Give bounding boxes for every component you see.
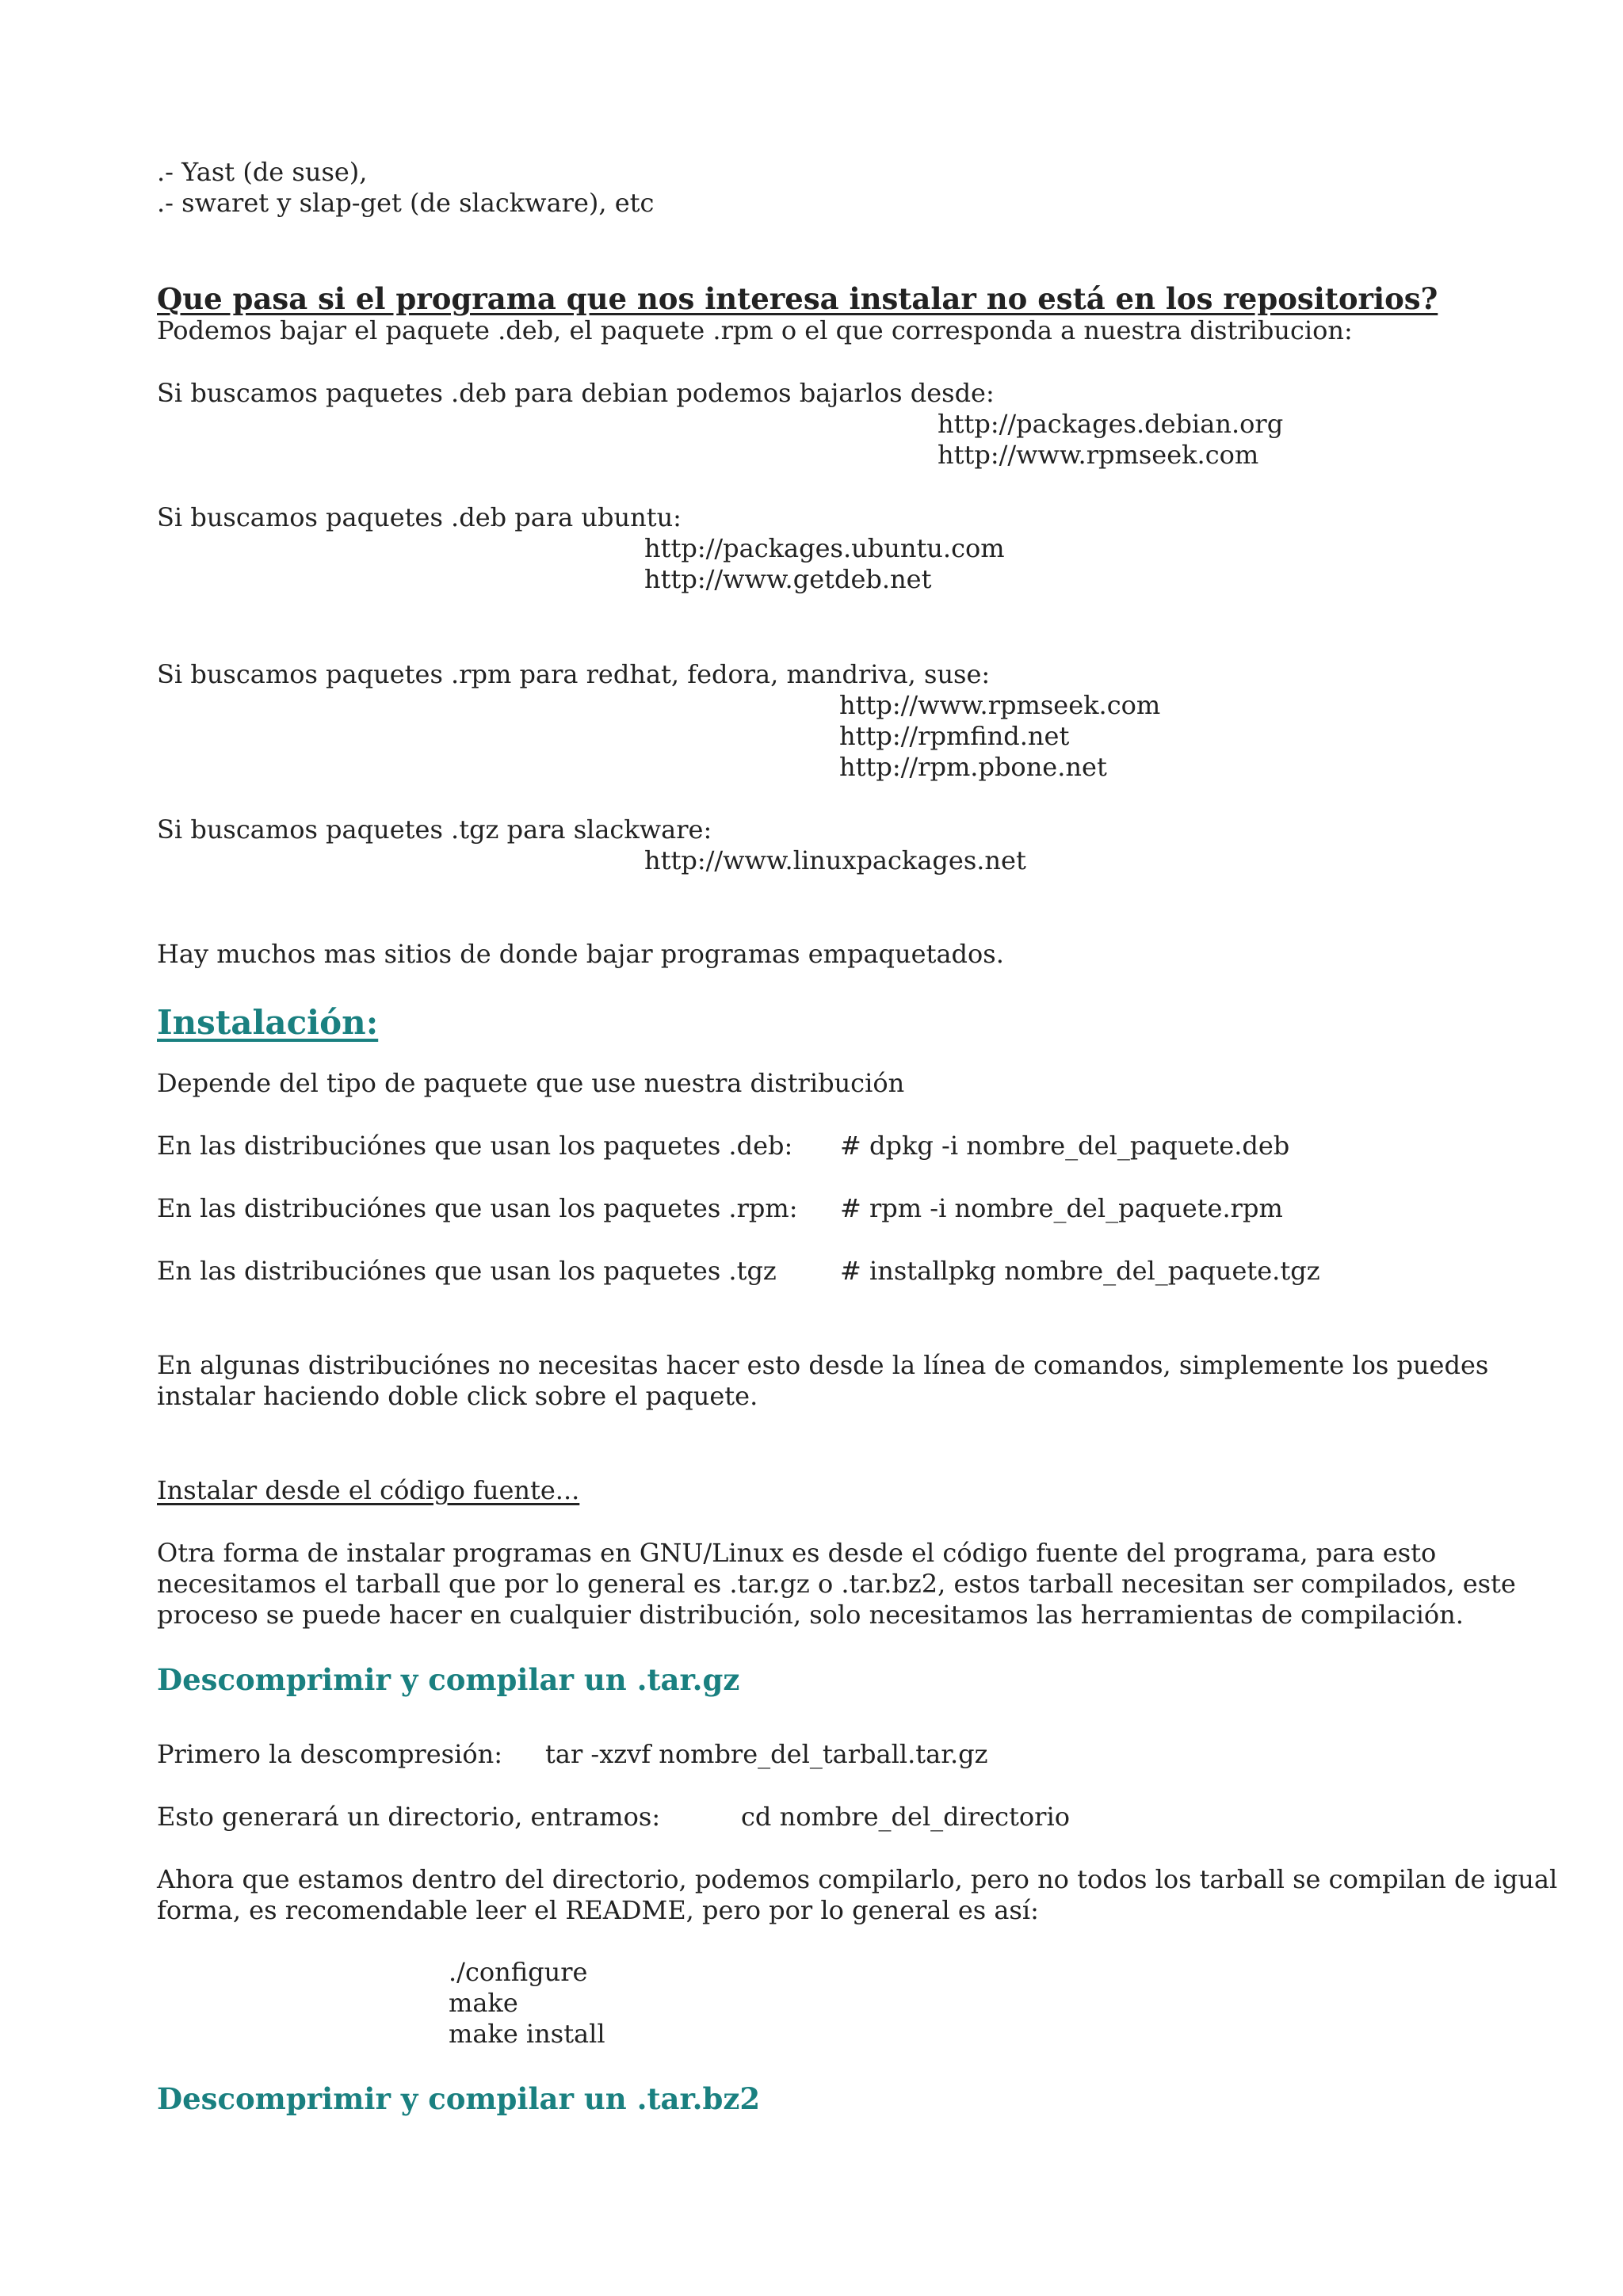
intro-line-yast: .- Yast (de suse), bbox=[157, 157, 368, 187]
slackware-url[interactable]: http://www.linuxpackages.net bbox=[644, 845, 1026, 875]
slackware-label: Si buscamos paquetes .tgz para slackware: bbox=[157, 814, 712, 845]
compile-command: ./configure bbox=[449, 1957, 588, 1987]
heading-targz: Descomprimir y compilar un .tar.gz bbox=[157, 1662, 740, 1697]
subheading-source-install: Instalar desde el código fuente... bbox=[157, 1475, 580, 1505]
debian-url[interactable]: http://packages.debian.org bbox=[938, 409, 1284, 439]
source-line: proceso se puede hacer en cualquier distribución, solo necesitamos las herramientas de compilación. bbox=[157, 1600, 1464, 1630]
compile-line: forma, es recomendable leer el README, pero por lo general es así: bbox=[157, 1895, 1039, 1925]
heading-repositories: Que pasa si el programa que nos interesa instalar no está en los repositorios? bbox=[157, 281, 1438, 316]
install-row-label: En las distribuciónes que usan los paquetes .tgz bbox=[157, 1256, 777, 1286]
rpm-label: Si buscamos paquetes .rpm para redhat, fedora, mandriva, suse: bbox=[157, 659, 991, 689]
enter-dir-command: cd nombre_del_directorio bbox=[741, 1802, 1070, 1832]
repos-intro: Podemos bajar el paquete .deb, el paquete .rpm o el que corresponda a nuestra distribucion: bbox=[157, 315, 1353, 345]
heading-tarbz2: Descomprimir y compilar un .tar.bz2 bbox=[157, 2081, 761, 2116]
doubleclick-line: En algunas distribuciónes no necesitas hacer esto desde la línea de comandos, simplemente los puedes bbox=[157, 1350, 1489, 1380]
decompress-label: Primero la descompresión: bbox=[157, 1739, 502, 1769]
rpm-url[interactable]: http://rpm.pbone.net bbox=[839, 752, 1107, 782]
install-intro: Depende del tipo de paquete que use nuestra distribución bbox=[157, 1068, 905, 1098]
ubuntu-label: Si buscamos paquetes .deb para ubuntu: bbox=[157, 502, 682, 532]
install-row-command: # installpkg nombre_del_paquete.tgz bbox=[840, 1256, 1320, 1286]
install-row-label: En las distribuciónes que usan los paquetes .rpm: bbox=[157, 1193, 798, 1223]
rpm-url[interactable]: http://www.rpmseek.com bbox=[839, 690, 1161, 720]
more-sites-text: Hay muchos mas sitios de donde bajar programas empaquetados. bbox=[157, 939, 1004, 969]
source-line: necesitamos el tarball que por lo general es .tar.gz o .tar.bz2, estos tarball necesitan ser compilados, este bbox=[157, 1569, 1516, 1599]
enter-dir-label: Esto generará un directorio, entramos: bbox=[157, 1802, 661, 1832]
rpm-url[interactable]: http://rpmfind.net bbox=[839, 721, 1070, 751]
doubleclick-line: instalar haciendo doble click sobre el paquete. bbox=[157, 1381, 758, 1411]
source-line: Otra forma de instalar programas en GNU/Linux es desde el código fuente del programa, para esto bbox=[157, 1538, 1437, 1568]
heading-installation: Instalación: bbox=[157, 1003, 379, 1042]
debian-label: Si buscamos paquetes .deb para debian podemos bajarlos desde: bbox=[157, 378, 995, 408]
ubuntu-url[interactable]: http://www.getdeb.net bbox=[644, 564, 932, 594]
intro-line-swaret: .- swaret y slap-get (de slackware), etc bbox=[157, 188, 655, 218]
install-row-command: # dpkg -i nombre_del_paquete.deb bbox=[840, 1131, 1290, 1161]
compile-line: Ahora que estamos dentro del directorio, podemos compilarlo, pero no todos los tarball se compilan de igual bbox=[157, 1864, 1558, 1894]
install-row-label: En las distribuciónes que usan los paquetes .deb: bbox=[157, 1131, 793, 1161]
compile-command: make install bbox=[449, 2019, 605, 2049]
debian-url[interactable]: http://www.rpmseek.com bbox=[938, 440, 1259, 470]
ubuntu-url[interactable]: http://packages.ubuntu.com bbox=[644, 533, 1005, 563]
compile-command: make bbox=[449, 1988, 518, 2018]
install-row-command: # rpm -i nombre_del_paquete.rpm bbox=[840, 1193, 1283, 1223]
decompress-command: tar -xzvf nombre_del_tarball.tar.gz bbox=[545, 1739, 988, 1769]
